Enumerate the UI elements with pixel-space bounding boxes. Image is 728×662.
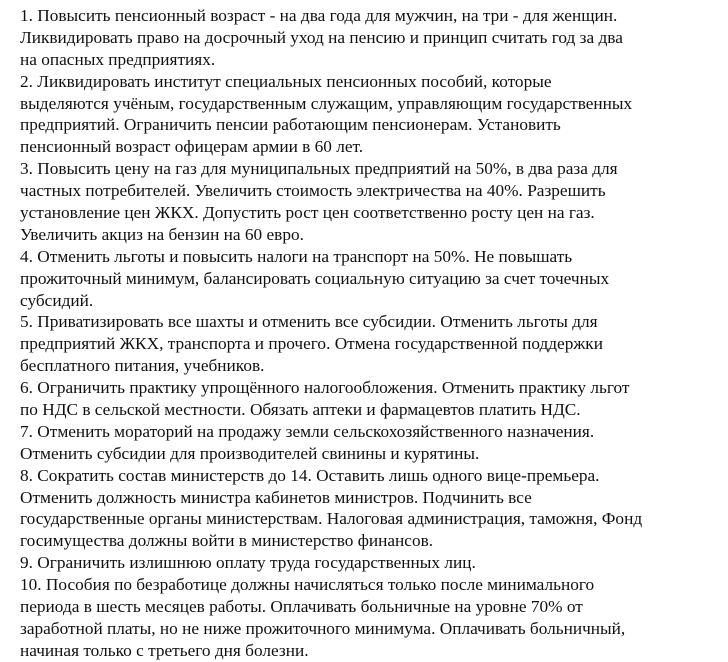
list-item-4 bbox=[20, 246, 724, 312]
text-line: госимущества должны войти в министерство финансов. bbox=[20, 531, 434, 551]
list-item-9 bbox=[20, 552, 724, 574]
list-item-8 bbox=[20, 465, 724, 553]
text-line: бесплатного питания, учебников. bbox=[20, 356, 265, 376]
text-line: 4. Отменить льготы и повысить налоги на транспорт на 50%. Не повышать bbox=[20, 246, 573, 266]
list-item-10 bbox=[20, 574, 724, 662]
list-item-2 bbox=[20, 71, 724, 159]
text-line: 5. Приватизировать все шахты и отменить все субсидии. Отменить льготы для bbox=[20, 312, 598, 332]
text-line: 7. Отменить мораторий на продажу земли сельскохозяйственного назначения. bbox=[20, 421, 595, 441]
text-line: 6. Ограничить практику упрощённого налогообложения. Отменить практику льгот bbox=[20, 378, 630, 398]
text-line: выделяются учёным, государственным служащим, управляющим государственных bbox=[20, 93, 633, 113]
list-item-7 bbox=[20, 421, 724, 465]
text-line: предприятий ЖКХ, транспорта и прочего. Отмена государственной поддержки bbox=[20, 334, 603, 354]
text-line: предприятий. Ограничить пенсии работающим пенсионерам. Установить bbox=[20, 115, 561, 135]
text-line: Увеличить акциз на бензин на 60 евро. bbox=[20, 224, 304, 244]
text-line: 2. Ликвидировать институт специальных пенсионных пособий, которые bbox=[20, 71, 552, 91]
text-line: пенсионный возраст офицерам армии в 60 лет. bbox=[20, 137, 364, 157]
text-line: 1. Повысить пенсионный возраст - на два года для мужчин, на три - для женщин. bbox=[20, 6, 618, 25]
text-line: периода в шесть месяцев работы. Оплачивать больничные на уровне 70% от bbox=[20, 597, 583, 617]
text-line: установление цен ЖКХ. Допустить рост цен соответственно росту цен на газ. bbox=[20, 203, 595, 223]
list-item-6 bbox=[20, 377, 724, 421]
text-line: Ликвидировать право на досрочный уход на пенсию и принцип считать год за два bbox=[20, 27, 623, 47]
text-line: прожиточный минимум, балансировать социальную ситуацию за счет точечных bbox=[20, 268, 610, 288]
text-line: частных потребителей. Увеличить стоимость электричества на 40%. Разрешить bbox=[20, 181, 606, 201]
text-line: 10. Пособия по безработице должны начисляться только после минимального bbox=[20, 575, 595, 595]
list-item-1 bbox=[20, 5, 724, 71]
text-line: 8. Сократить состав министерств до 14. Оставить лишь одного вице-премьера. bbox=[20, 465, 600, 485]
text-line: государственные органы министерствам. Налоговая администрация, таможня, Фонд bbox=[20, 509, 643, 529]
text-line: 3. Повысить цену на газ для муниципальных предприятий на 50%, в два раза для bbox=[20, 159, 618, 179]
text-line: субсидий. bbox=[20, 290, 94, 310]
text-line: 9. Ограничить излишнюю оплату труда государственных лиц. bbox=[20, 553, 476, 573]
text-line: Отменить должность министра кабинетов министров. Подчинить все bbox=[20, 487, 532, 507]
list-item-3 bbox=[20, 158, 724, 246]
text-line: начиная только с третьего дня болезни. bbox=[20, 640, 309, 660]
text-line: по НДС в сельской местности. Обязать аптеки и фармацевтов платить НДС. bbox=[20, 400, 581, 420]
text-line: Отменить субсидии для производителей свинины и курятины. bbox=[20, 443, 480, 463]
text-line: заработной платы, но не ниже прожиточного минимума. Оплачивать больничный, bbox=[20, 618, 626, 638]
list-item-5 bbox=[20, 311, 724, 377]
text-line: на опасных предприятиях. bbox=[20, 49, 216, 69]
